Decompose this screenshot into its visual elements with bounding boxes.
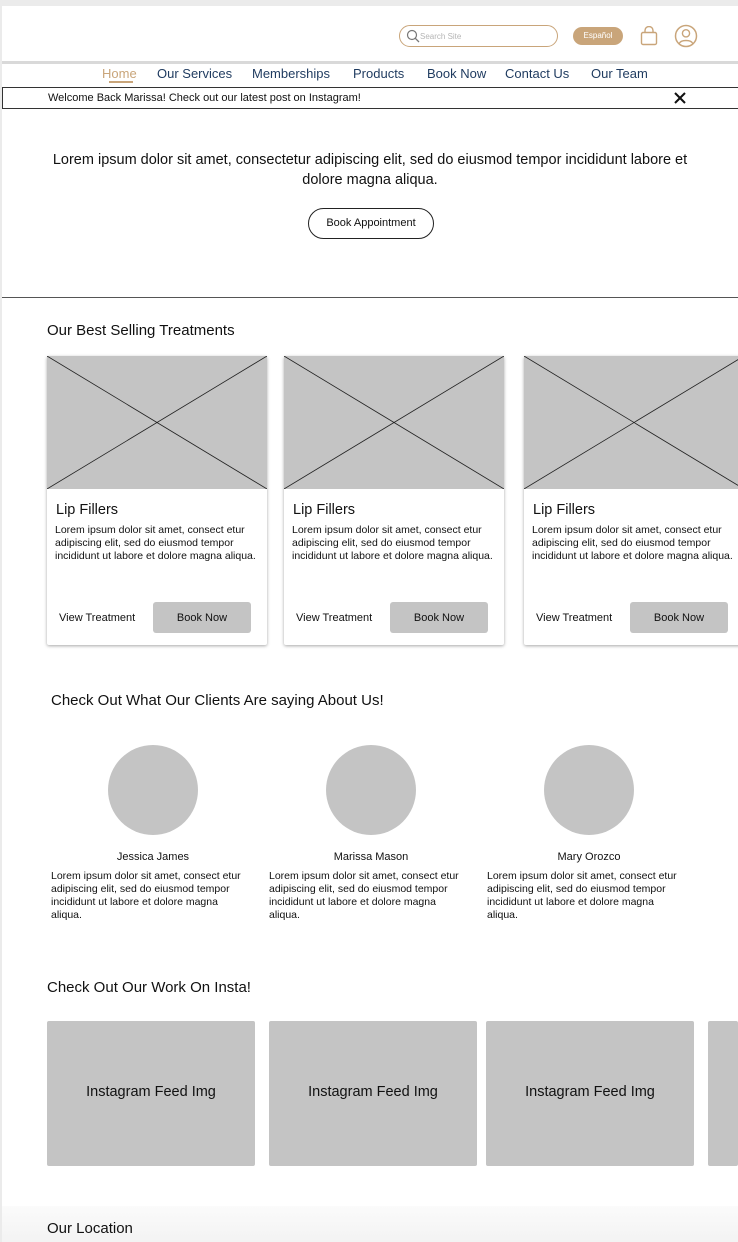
instagram-feed-item[interactable] — [486, 1021, 694, 1166]
language-toggle-button[interactable]: Español — [573, 27, 623, 45]
welcome-message: Welcome Back Marissa! Check out our latest post on Instagram! — [48, 92, 361, 104]
instagram-feed-label: Instagram Feed Img — [308, 1084, 438, 1100]
nav-item-contact-us[interactable]: Contact Us — [505, 66, 570, 81]
book-now-button[interactable]: Book Now — [390, 602, 488, 633]
search-input[interactable] — [420, 29, 550, 44]
instagram-feed-item[interactable] — [47, 1021, 255, 1166]
user-account-icon[interactable] — [674, 24, 698, 48]
treatment-description: Lorem ipsum dolor sit amet, consect etur adipiscing elit, sed do eiusmod tempor incididunt ut labore et dolore magna aliqua. — [292, 524, 493, 562]
nav-item-book-now[interactable]: Book Now — [427, 66, 487, 81]
instagram-section-title: Check Out Our Work On Insta! — [47, 979, 251, 996]
treatment-description: Lorem ipsum dolor sit amet, consect etur adipiscing elit, sed do eiusmod tempor incididunt ut labore et dolore magna aliqua. — [532, 524, 733, 562]
shopping-bag-icon[interactable] — [640, 26, 658, 46]
hero-divider — [2, 297, 738, 298]
avatar — [544, 745, 634, 835]
page — [2, 6, 738, 1242]
book-now-button[interactable]: Book Now — [153, 602, 251, 633]
client-name: Marissa Mason — [333, 851, 409, 863]
nav-item-our-services[interactable]: Our Services — [157, 66, 233, 81]
nav-item-our-team[interactable]: Our Team — [591, 66, 648, 81]
treatment-name: Lip Fillers — [533, 502, 596, 518]
view-treatment-link[interactable]: View Treatment — [296, 612, 373, 624]
treatment-name: Lip Fillers — [56, 502, 119, 518]
instagram-feed-label: Instagram Feed Img — [86, 1084, 216, 1100]
avatar — [326, 745, 416, 835]
treatment-card — [47, 356, 267, 645]
avatar — [108, 745, 198, 835]
instagram-feed-item[interactable] — [269, 1021, 477, 1166]
client-name: Jessica James — [116, 851, 190, 863]
treatment-card — [524, 356, 738, 645]
testimonials-section-title: Check Out What Our Clients Are saying About Us! — [51, 692, 384, 709]
view-treatment-link[interactable]: View Treatment — [59, 612, 136, 624]
client-name: Mary Orozco — [557, 851, 621, 863]
hero-text: Lorem ipsum dolor sit amet, consectetur adipiscing elit, sed do eiusmod tempor incididunt labore et dolore magna aliqua. — [52, 152, 688, 188]
nav-item-products[interactable]: Products — [353, 66, 405, 81]
instagram-feed-label: Instagram Feed Img — [525, 1084, 655, 1100]
testimonial-text: Lorem ipsum dolor sit amet, consect etur adipiscing elit, sed do eiusmod tempor incididunt ut labore et dolore magna aliqua. — [487, 870, 677, 921]
book-now-button[interactable]: Book Now — [630, 602, 728, 633]
testimonial-text: Lorem ipsum dolor sit amet, consect etur adipiscing elit, sed do eiusmod tempor incididunt ut labore et dolore magna aliqua. — [51, 870, 241, 921]
treatment-image-placeholder — [47, 356, 267, 489]
testimonial-text: Lorem ipsum dolor sit amet, consect etur adipiscing elit, sed do eiusmod tempor incididunt ut labore et dolore magna aliqua. — [269, 870, 459, 921]
instagram-feed-item-partial[interactable] — [708, 1021, 738, 1166]
search-icon — [406, 29, 420, 43]
active-nav-indicator — [109, 81, 133, 83]
book-appointment-button[interactable]: Book Appointment — [308, 208, 434, 239]
treatment-image-placeholder — [524, 356, 738, 489]
location-section-title: Our Location — [47, 1220, 133, 1237]
welcome-banner — [2, 87, 738, 109]
close-icon[interactable] — [671, 89, 689, 107]
nav-item-memberships[interactable]: Memberships — [252, 66, 331, 81]
treatment-image-placeholder — [284, 356, 504, 489]
treatment-card — [284, 356, 504, 645]
treatment-description: Lorem ipsum dolor sit amet, consect etur adipiscing elit, sed do eiusmod tempor incididunt ut labore et dolore magna aliqua. — [55, 524, 256, 562]
search-box[interactable] — [399, 25, 558, 47]
top-bar — [2, 6, 738, 62]
treatment-name: Lip Fillers — [293, 502, 356, 518]
treatments-section-title: Our Best Selling Treatments — [47, 322, 235, 339]
view-treatment-link[interactable]: View Treatment — [536, 612, 613, 624]
nav-item-home[interactable]: Home — [102, 66, 137, 81]
